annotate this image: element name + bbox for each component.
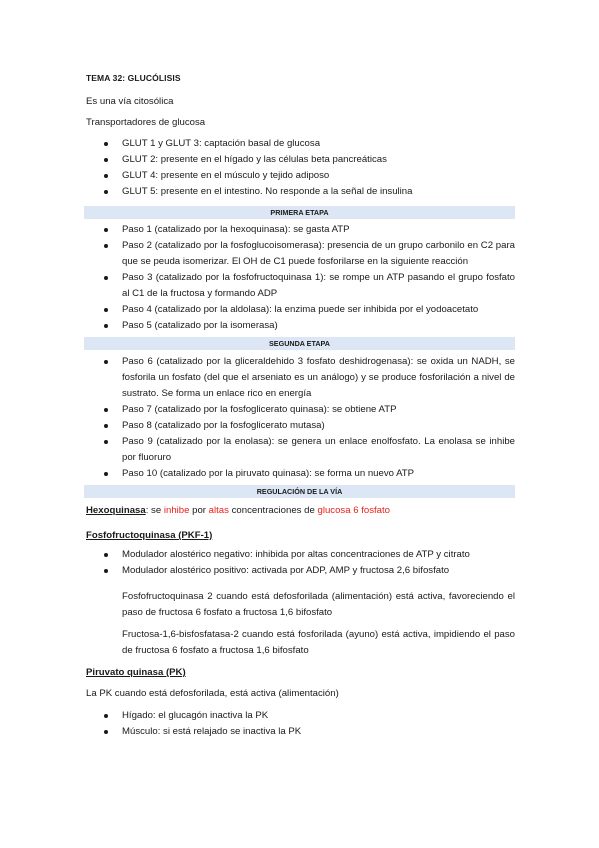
list-item: Paso 5 (catalizado por la isomerasa) bbox=[0, 318, 599, 334]
pfk2-paragraph: Fosfofructoquinasa 2 cuando está defosforilada (alimentación) está activa, favoreciendo el paso de fructosa 6 fosfato a fructosa 1,6 bifosfato bbox=[122, 591, 515, 618]
list-item: GLUT 4: presente en el músculo y tejido adiposo bbox=[0, 168, 599, 184]
bullet-icon bbox=[104, 158, 108, 162]
document-title: TEMA 32: GLUCÓLISIS bbox=[86, 73, 181, 83]
bullet-icon bbox=[104, 408, 108, 412]
bullet-icon bbox=[104, 569, 108, 573]
bullet-icon bbox=[104, 553, 108, 557]
list-item: Paso 7 (catalizado por la fosfoglicerato quinasa): se obtiene ATP bbox=[0, 402, 599, 418]
list-item: Paso 4 (catalizado por la aldolasa): la enzima puede ser inhibida por el yodoacetato bbox=[0, 302, 599, 318]
list-item: Modulador alostérico negativo: inhibida por altas concentraciones de ATP y citrato bbox=[0, 547, 599, 563]
bullet-icon bbox=[104, 472, 108, 476]
transporters-list bbox=[0, 136, 599, 200]
list-item: GLUT 2: presente en el hígado y las células beta pancreáticas bbox=[0, 152, 599, 168]
bullet-icon bbox=[104, 424, 108, 428]
list-item: Paso 1 (catalizado por la hexoquinasa): se gasta ATP bbox=[0, 222, 599, 238]
bullet-icon bbox=[104, 714, 108, 718]
section-heading-regulation: REGULACIÓN DE LA VÍA bbox=[84, 485, 515, 498]
bullet-icon bbox=[104, 276, 108, 280]
altas-text: altas bbox=[208, 505, 229, 516]
stage2-list bbox=[0, 354, 599, 482]
list-item: Modulador alostérico positivo: activada por ADP, AMP y fructosa 2,6 bifosfato bbox=[0, 563, 599, 579]
g6p-text: glucosa 6 fosfato bbox=[317, 505, 391, 516]
list-item: Paso 3 (catalizado por la fosfofructoquinasa 1): se rompe un ATP pasando el grupo fosfato al C1 de la fructosa y formando ADP bbox=[0, 270, 599, 302]
bullet-icon bbox=[104, 190, 108, 194]
hexokinase-name: Hexoquinasa bbox=[86, 505, 146, 516]
pfk-heading: Fosfofructoquinasa (PKF-1) bbox=[86, 530, 213, 541]
bullet-icon bbox=[104, 324, 108, 328]
pk-list bbox=[0, 708, 599, 740]
list-item: Paso 9 (catalizado por la enolasa): se genera un enlace enolfosfato. La enolasa se inhibe por fluoruro bbox=[0, 434, 599, 466]
list-item: Hígado: el glucagón inactiva la PK bbox=[0, 708, 599, 724]
list-item: Paso 8 (catalizado por la fosfoglicerato mutasa) bbox=[0, 418, 599, 434]
list-item: GLUT 5: presente en el intestino. No responde a la señal de insulina bbox=[0, 184, 599, 200]
bullet-icon bbox=[104, 308, 108, 312]
list-item: GLUT 1 y GLUT 3: captación basal de glucosa bbox=[0, 136, 599, 152]
bullet-icon bbox=[104, 360, 108, 364]
bullet-icon bbox=[104, 142, 108, 146]
bullet-icon bbox=[104, 440, 108, 444]
pk-line: La PK cuando está defosforilada, está activa (alimentación) bbox=[86, 688, 339, 699]
inhibe-text: inhibe bbox=[163, 505, 190, 516]
list-item: Paso 2 (catalizado por la fosfoglucoisomerasa): presencia de un grupo carbonilo en C2 para que se peuda isomerizar. El OH de C1 puede fosforilarse en la siguiente reacción bbox=[0, 238, 599, 270]
list-item: Paso 6 (catalizado por la gliceraldehido 3 fosfato deshidrogenasa): se oxida un NADH, se fosforila un fosfato (del que el arseniato es un análogo) y se produce fosforilación a nivel de sustrato. Se forma un enlace rico en energía bbox=[0, 354, 599, 402]
bullet-icon bbox=[104, 228, 108, 232]
bullet-icon bbox=[104, 244, 108, 248]
bullet-icon bbox=[104, 174, 108, 178]
intro-line-transporters: Transportadores de glucosa bbox=[86, 117, 206, 128]
stage1-list bbox=[0, 222, 599, 334]
hexokinase-line: Hexoquinasa: se inhibe por altas concentraciones de glucosa 6 fosfato bbox=[86, 505, 391, 516]
section-heading-stage1: PRIMERA ETAPA bbox=[84, 206, 515, 219]
fbpase2-paragraph: Fructosa-1,6-bisfosfatasa-2 cuando está fosforilada (ayuno) está activa, impidiendo el paso de fructosa 6 fosfato a fructosa 1,6 bifosfato bbox=[122, 629, 515, 656]
pk-heading: Piruvato quinasa (PK) bbox=[86, 667, 186, 678]
bullet-icon bbox=[104, 730, 108, 734]
section-heading-stage2: SEGUNDA ETAPA bbox=[84, 337, 515, 350]
intro-line-cytosolic: Es una vía citosólica bbox=[86, 96, 174, 107]
list-item: Músculo: si está relajado se inactiva la PK bbox=[0, 724, 599, 740]
pfk-list bbox=[0, 547, 599, 579]
list-item: Paso 10 (catalizado por la piruvato quinasa): se forma un nuevo ATP bbox=[0, 466, 599, 482]
